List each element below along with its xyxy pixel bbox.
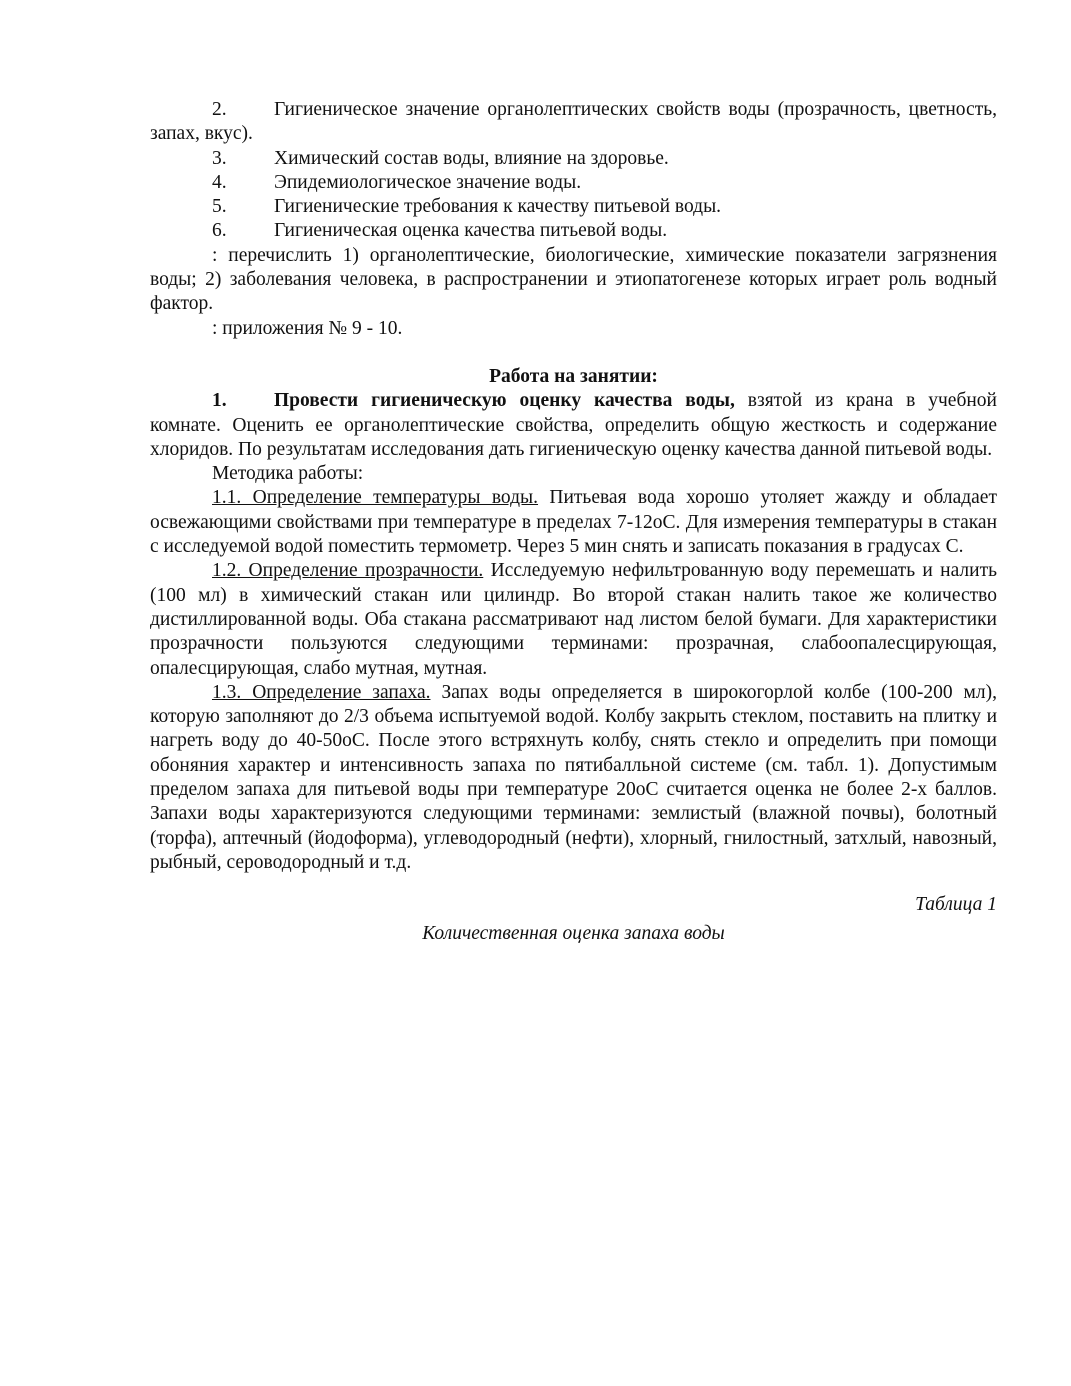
task-list-paragraph: : перечислить 1) органолептические, биологические, химические показатели загрязнения воды; 2) заболевания человека, в распространении и этиопатогенезе которых играет роль водный фактор. — [150, 244, 997, 315]
appendix-reference: : приложения № 9 - 10. — [212, 317, 403, 339]
question-text: Химический состав воды, влияние на здоровье. — [274, 147, 669, 169]
question-text: Гигиенические требования к качеству питьевой воды. — [274, 196, 722, 218]
table-caption: Количественная оценка запаха воды — [422, 922, 725, 944]
question-number: 4. — [212, 171, 227, 193]
question-text: Гигиеническая оценка качества питьевой воды. — [274, 220, 668, 242]
question-number: 2. — [212, 99, 227, 120]
subsection-temperature — [150, 486, 997, 559]
work-item-text: взятой из крана в учебной комнате. Оценить ее органолептические свойства, определить общую жесткость и содержание хлоридов. По результатам исследования дать гигиеническую оценку качества данной питьевой воды. — [150, 390, 997, 460]
subsection-text: Питьевая вода хорошо утоляет жажду и обладает освежающими свойствами при температуре в пределах 7-12оС. Для измерения температуры в стакан с исследуемой водой поместить термометр. Через 5 мин снять и записать показания в градусах С. — [150, 487, 997, 558]
subsection-transparency — [150, 559, 997, 680]
spacer — [150, 341, 997, 365]
question-item-5 — [150, 195, 997, 219]
question-item-4 — [150, 171, 997, 195]
question-number: 6. — [212, 220, 227, 242]
question-text: Гигиеническое значение органолептических свойств воды (прозрачность, цветность, запах, вкус). — [150, 99, 997, 145]
subsection-text: Исследуемую нефильтрованную воду перемешать и налить (100 мл) в химический стакан или цилиндр. Во второй стакан налить такое же количество дистиллированной воды. Оба стакана рассматривают над листом белой бумаги. Для характеристики прозрачности пользуются следующими терминами: прозрачная, слабоопалесцирующая, опалесцирующая, слабо мутная, мутная. — [150, 560, 997, 679]
document-page — [150, 98, 997, 946]
section-title: Работа на занятии: — [489, 365, 658, 387]
subsection-odor — [150, 681, 997, 875]
subsection-heading: 1.1. Определение температуры воды. — [212, 487, 539, 509]
subsection-heading: 1.3. Определение запаха. — [212, 681, 431, 703]
subsection-heading: 1.2. Определение прозрачности. — [212, 560, 484, 582]
question-item-6 — [150, 219, 997, 243]
question-number: 3. — [212, 147, 227, 169]
question-item-2 — [150, 98, 997, 147]
subsection-text: Запах воды определяется в широкогорлой колбе (100-200 мл), которую заполняют до 2/3 объема испытуемой водой. Колбу закрыть стеклом, поставить на плитку и нагреть воду до 40-50оС. После этого встряхнуть колбу, снять стекло и определить при помощи обоняния характер и интенсивность запаха по пятибалльной системе (см. табл. 1). Допустимым пределом запаха для питьевой воды при температуре 20оС считается оценка не более 2-х баллов. Запахи воды характеризуются следующими терминами: землистый (влажной почвы), болотный (торфа), аптечный (йодоформа), углеводородный (нефти), хлорный, гнилостный, затхлый, навозный, рыбный, сероводородный и т.д. — [150, 681, 997, 873]
work-item-1 — [150, 389, 997, 462]
table-label: Таблица 1 — [915, 894, 997, 916]
question-item-3 — [150, 147, 997, 171]
work-item-number: 1. — [212, 390, 227, 412]
work-item-heading: Провести гигиеническую оценку качества воды, — [274, 390, 735, 412]
method-label: Методика работы: — [212, 463, 364, 485]
question-number: 5. — [212, 196, 227, 218]
question-text: Эпидемиологическое значение воды. — [274, 171, 582, 193]
